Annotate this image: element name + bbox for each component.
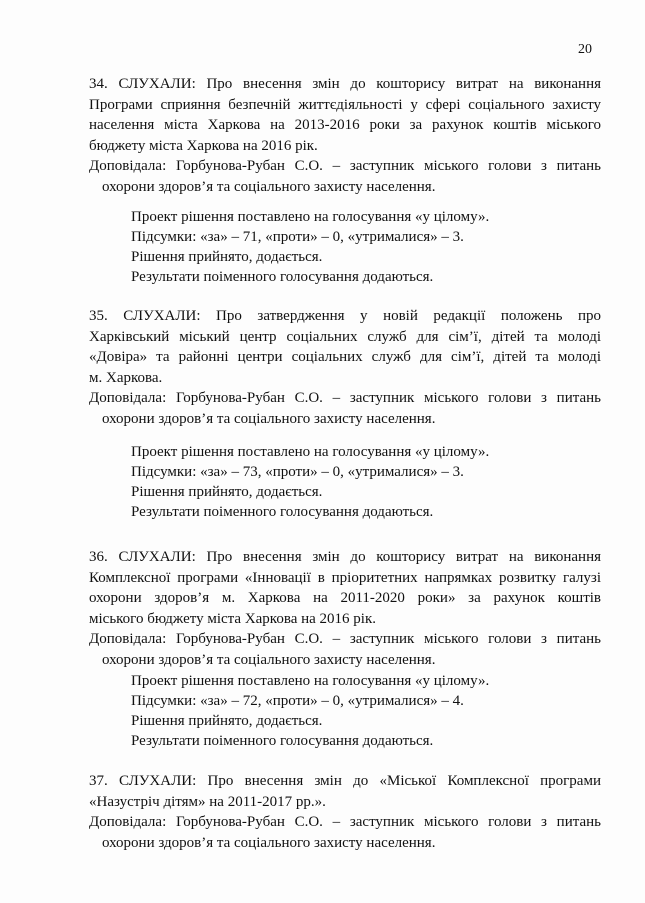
result-line: Підсумки: «за» – 73, «проти» – 0, «утрималися» – 3.	[131, 464, 464, 480]
item-line: Комплексної програми «Інновації в пріоритетних напрямках розвитку галузі	[89, 569, 601, 586]
speaker-line: охорони здоров’я та соціального захисту населення.	[102, 651, 436, 668]
item-line: 35. СЛУХАЛИ: Про затвердження у новій редакції положень про	[89, 308, 601, 324]
vote-result-36	[131, 671, 489, 751]
result-line: Рішення прийнято, додається.	[131, 484, 323, 500]
result-line: Проект рішення поставлено на голосування «у цілому».	[131, 209, 490, 225]
speaker-line: Доповідала: Горбунова-Рубан С.О. – заступник міського голови з питань	[89, 158, 601, 174]
item-line: «Назустріч дітям» на 2011-2017 рр.».	[89, 793, 326, 810]
speaker-line: охорони здоров’я та соціального захисту населення.	[102, 178, 436, 195]
result-line: Проект рішення поставлено на голосування «у цілому».	[131, 444, 490, 460]
item-line: 36. СЛУХАЛИ: Про внесення змін до кошторису витрат на виконання	[89, 549, 601, 565]
agenda-item-37	[89, 771, 601, 853]
item-line: населення міста Харкова на 2013-2016 роки за рахунок коштів міського	[89, 117, 601, 133]
speaker-line: охорони здоров’я та соціального захисту населення.	[102, 410, 436, 427]
item-line: 37. СЛУХАЛИ: Про внесення змін до «Міської Комплексної програми	[89, 773, 601, 789]
item-line: міського бюджету міста Харкова на 2016 рік.	[89, 610, 377, 627]
result-line: Проект рішення поставлено на голосування «у цілому».	[131, 673, 490, 689]
result-line: Рішення прийнято, додається.	[131, 713, 323, 729]
item-line: Програми сприяння безпечній життєдіяльності у сфері соціального захисту	[89, 96, 601, 113]
speaker-line: Доповідала: Горбунова-Рубан С.О. – заступник міського голови з питань	[89, 631, 601, 647]
speaker-line: Доповідала: Горбунова-Рубан С.О. – заступник міського голови з питань	[89, 390, 601, 406]
result-line: Результати поіменного голосування додаються.	[131, 269, 434, 285]
result-line: Рішення прийнято, додається.	[131, 249, 323, 265]
agenda-item-35	[89, 306, 601, 429]
speaker-line: Доповідала: Горбунова-Рубан С.О. – заступник міського голови з питань	[89, 814, 601, 830]
result-line: Підсумки: «за» – 72, «проти» – 0, «утрималися» – 4.	[131, 693, 464, 709]
item-line: м. Харкова.	[89, 369, 163, 386]
agenda-item-36	[89, 547, 601, 670]
item-line: Харківський міський центр соціальних служб для сім’ї, дітей та молоді	[89, 328, 601, 345]
agenda-item-34	[89, 74, 601, 197]
item-line: охорони здоров’я м. Харкова на 2011-2020 роки» за рахунок коштів	[89, 590, 601, 606]
page-number: 20	[578, 42, 592, 57]
speaker-line: охорони здоров’я та соціального захисту населення.	[102, 834, 436, 851]
result-line: Результати поіменного голосування додаються.	[131, 733, 434, 749]
result-line: Підсумки: «за» – 71, «проти» – 0, «утрималися» – 3.	[131, 229, 464, 245]
item-line: 34. СЛУХАЛИ: Про внесення змін до кошторису витрат на виконання	[89, 76, 601, 92]
item-line: бюджету міста Харкова на 2016 рік.	[89, 137, 318, 154]
result-line: Результати поіменного голосування додаються.	[131, 504, 434, 520]
item-line: «Довіра» та районні центри соціальних служб для сім’ї, дітей та молоді	[89, 349, 601, 365]
vote-result-34	[131, 207, 489, 287]
vote-result-35	[131, 442, 489, 522]
